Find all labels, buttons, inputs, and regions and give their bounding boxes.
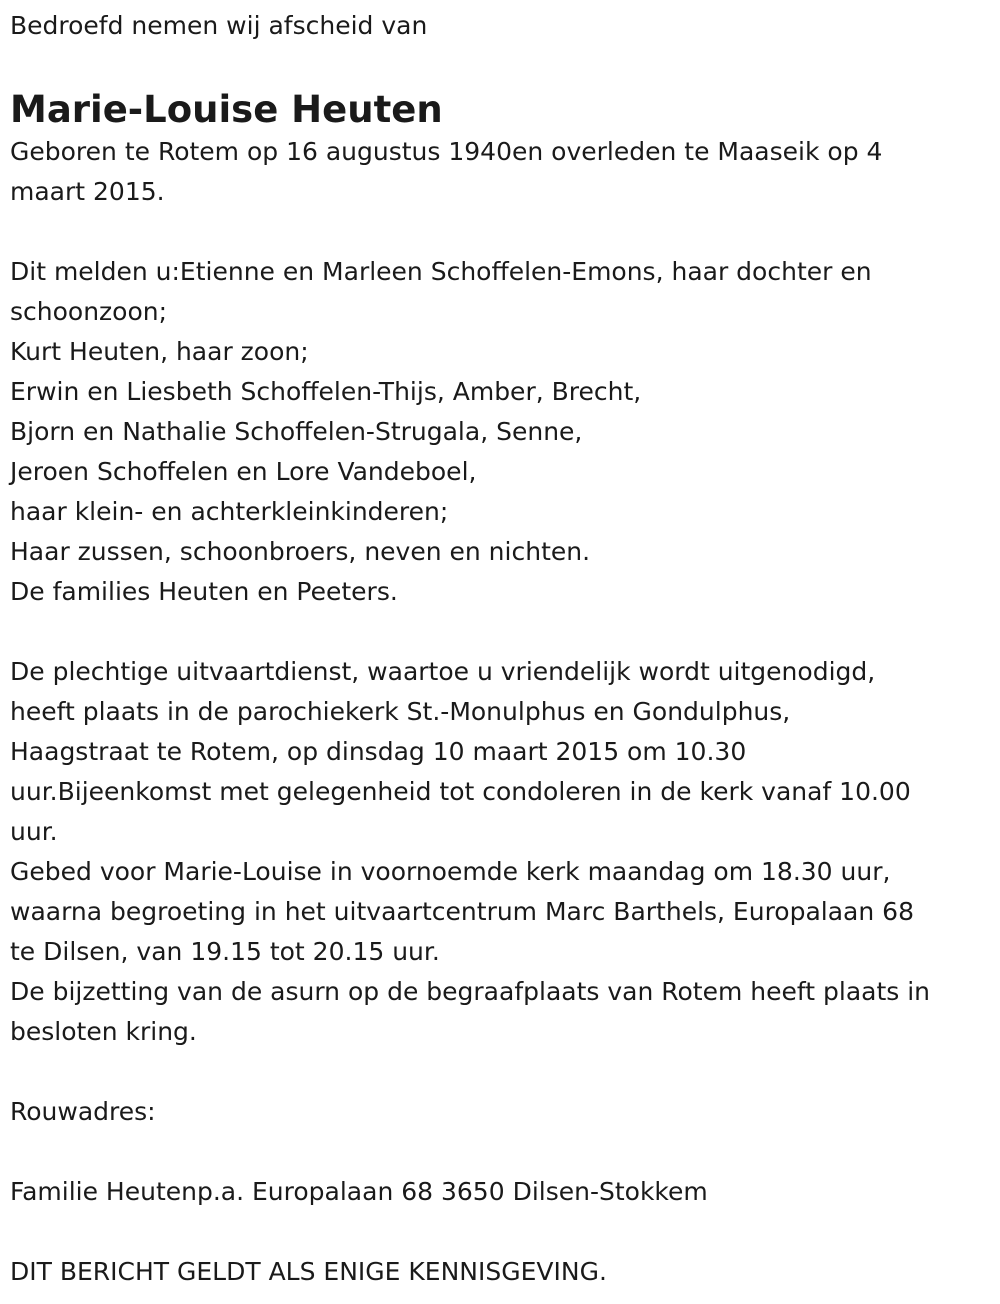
family-line: Haar zussen, schoonbroers, neven en nichten. (10, 537, 591, 566)
spacer (10, 1132, 995, 1172)
service-line: De bijzetting van de asurn op de begraafplaats van Rotem heeft plaats in (10, 977, 931, 1006)
service-line: besloten kring. (10, 1017, 197, 1046)
deceased-name: Marie-Louise Heuten (10, 88, 443, 131)
closing-notice: DIT BERICHT GELDT ALS ENIGE KENNISGEVING. (10, 1257, 607, 1286)
spacer (10, 212, 995, 252)
service-line: De plechtige uitvaartdienst, waartoe u vriendelijk wordt uitgenodigd, (10, 657, 876, 686)
spacer (10, 612, 995, 652)
birth-line-1: Geboren te Rotem op 16 augustus 1940en overleden te Maaseik op 4 (10, 137, 883, 166)
service-line: uur.Bijeenkomst met gelegenheid tot condoleren in de kerk vanaf 10.00 (10, 777, 911, 806)
family-line: haar klein- en achterkleinkinderen; (10, 497, 449, 526)
service-line: waarna begroeting in het uitvaartcentrum Marc Barthels, Europalaan 68 (10, 897, 914, 926)
service-line: te Dilsen, van 19.15 tot 20.15 uur. (10, 937, 440, 966)
service-line: uur. (10, 817, 58, 846)
service-line: heeft plaats in de parochiekerk St.-Monulphus en Gondulphus, (10, 697, 791, 726)
family-line: schoonzoon; (10, 297, 168, 326)
family-line: Bjorn en Nathalie Schoffelen-Strugala, Senne, (10, 417, 583, 446)
family-paragraph (10, 252, 995, 612)
family-line: Erwin en Liesbeth Schoffelen-Thijs, Amber, Brecht, (10, 377, 642, 406)
intro-line: Bedroefd nemen wij afscheid van (10, 11, 428, 40)
family-line: Dit melden u:Etienne en Marleen Schoffelen-Emons, haar dochter en (10, 257, 872, 286)
family-line: Jeroen Schoffelen en Lore Vandeboel, (10, 457, 477, 486)
obituary-notice (10, 6, 995, 1292)
family-line: De families Heuten en Peeters. (10, 577, 398, 606)
family-line: Kurt Heuten, haar zoon; (10, 337, 309, 366)
birth-line-2: maart 2015. (10, 177, 165, 206)
spacer (10, 1212, 995, 1252)
service-line: Gebed voor Marie-Louise in voornoemde kerk maandag om 18.30 uur, (10, 857, 891, 886)
mourning-address: Familie Heutenp.a. Europalaan 68 3650 Dilsen-Stokkem (10, 1177, 708, 1206)
birth-death-paragraph (10, 132, 995, 212)
service-paragraph (10, 652, 995, 1052)
spacer (10, 1052, 995, 1092)
address-label: Rouwadres: (10, 1097, 156, 1126)
service-line: Haagstraat te Rotem, op dinsdag 10 maart 2015 om 10.30 (10, 737, 747, 766)
